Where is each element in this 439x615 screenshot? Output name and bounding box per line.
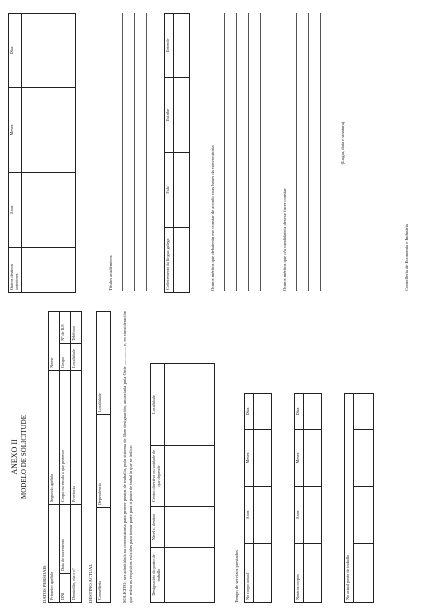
degrees-line-1[interactable] [122, 13, 123, 291]
department-footer: Consellería de Economía e Industria [404, 224, 409, 291]
write-header: Escribe [165, 78, 174, 153]
prev-days-header: Días [9, 14, 22, 88]
first-surname-field[interactable]: Primeiro apelido [49, 505, 60, 603]
base-merits-line-2[interactable] [236, 13, 237, 291]
service-time-heading: Tempo de servizos prestados [234, 550, 239, 603]
galician-label: Coñecemento da lingua galega [165, 228, 174, 293]
candidate-merits-line-2[interactable] [308, 13, 309, 291]
degrees-line-3[interactable] [146, 13, 147, 291]
prev-months-cell[interactable] [21, 88, 75, 173]
dependency-field[interactable]: Dependencia [97, 415, 111, 508]
current-corps-label: No corpo actual [245, 544, 254, 603]
birth-date-field[interactable]: Data de nacemento [60, 505, 71, 574]
current-job-months-cell[interactable] [354, 430, 374, 487]
base-merits-heading: Outros méritos que debaterán ese constar de acordo coas bases da convocatoria [210, 145, 215, 291]
rp-number-field[interactable]: Nº de R.P. [60, 312, 71, 344]
place-date-signature: (Lugar, data e sinatura) [340, 121, 345, 165]
directorate-cell[interactable] [165, 446, 215, 507]
prev-months-header: Meses [9, 88, 22, 173]
months-header: Meses [245, 430, 254, 487]
speak-header: Fala [165, 153, 174, 228]
other-corps-spacer [304, 544, 322, 603]
write-cell[interactable] [174, 78, 190, 153]
locality-field[interactable]: Localidade [71, 343, 82, 370]
candidate-merits-heading: Outros méritos que o/a candidato/a desexe facer constar [282, 188, 287, 291]
candidate-merits-line-1[interactable] [296, 13, 297, 291]
current-corps-spacer [254, 544, 272, 603]
post-table [150, 363, 215, 603]
name-field[interactable]: Nome [49, 312, 60, 371]
current-job-table [344, 393, 374, 603]
other-corps-months-cell[interactable] [304, 430, 322, 487]
directorate-header: Centro directivo ou unidade de que depende [151, 446, 165, 507]
annex-title: ANEXO II [10, 439, 19, 475]
second-surname-field[interactable]: Segundo apelido [49, 370, 60, 504]
understand-header: Entende [165, 14, 174, 78]
galician-spacer [174, 228, 190, 293]
prev-days-cell[interactable] [21, 14, 75, 88]
other-corps-days-cell[interactable] [304, 394, 322, 430]
degrees-line-2[interactable] [134, 13, 135, 291]
speak-cell[interactable] [174, 153, 190, 228]
other-months-header: Meses [295, 430, 304, 487]
personal-data-table [48, 311, 82, 603]
level-cell[interactable] [165, 507, 215, 548]
post-locality-field[interactable]: Localidade [97, 312, 111, 415]
form-right-page [4, 8, 435, 293]
other-years-header: Anos [295, 487, 304, 544]
base-merits-line-4[interactable] [260, 13, 261, 291]
form-title: MODELO DE SOLICITUDE [20, 415, 28, 499]
address-field[interactable]: Domicilio, rúa e nº [71, 505, 82, 603]
days-header: Días [245, 394, 254, 430]
previous-posts-label: Outros destinos anteriores [9, 248, 22, 293]
post-designation-cell[interactable] [165, 548, 215, 603]
request-paragraph: SOLICITO: ser admitido/a na convocatoria para prover postos de traballo, polo sistema de libre designación, anunciada pola Orde ................ e, en consideración que reúno os requisitos exixidos para tomar parte para o posto de traballo que se indica: [122, 311, 134, 603]
service-current-corps-table [244, 393, 272, 603]
phone-field[interactable]: Teléfono [71, 312, 82, 344]
post-locality-header: Localidade [151, 364, 165, 446]
current-corps-years-cell[interactable] [254, 487, 272, 544]
post-designation-header: Designación do posto de traballo [151, 548, 165, 603]
current-post-table [96, 311, 111, 603]
other-corps-years-cell[interactable] [304, 487, 322, 544]
group-field[interactable]: Grupo [60, 343, 71, 370]
level-header: Nivel c. destino [151, 507, 165, 548]
current-job-label: No actual posto de traballo [345, 394, 354, 603]
other-corps-label: Noutros corpos [295, 544, 304, 603]
base-merits-line-1[interactable] [224, 13, 225, 291]
personal-data-heading: DATOS PERSOAIS [42, 565, 47, 603]
department-field[interactable]: Consellería [97, 508, 111, 603]
galician-language-table [164, 13, 190, 293]
current-corps-days-cell[interactable] [254, 394, 272, 430]
previous-posts-table [8, 13, 76, 293]
form-left-page [4, 307, 435, 607]
current-corps-months-cell[interactable] [254, 430, 272, 487]
current-job-days-cell[interactable] [354, 394, 374, 430]
prev-years-header: Anos [9, 173, 22, 248]
current-post-heading: DESTINO ACTUAL [88, 563, 93, 603]
understand-cell[interactable] [174, 14, 190, 78]
corps-field[interactable]: Corpo ou escala a que pertence [60, 370, 71, 504]
current-job-years-cell[interactable] [354, 487, 374, 544]
prev-spacer [21, 248, 75, 293]
post-locality-cell[interactable] [165, 364, 215, 446]
candidate-merits-line-3[interactable] [320, 13, 321, 291]
years-header: Anos [245, 487, 254, 544]
province-field[interactable]: Provincia [71, 370, 82, 504]
dni-field[interactable]: DNI [60, 574, 71, 603]
other-days-header: Días [295, 394, 304, 430]
base-merits-line-3[interactable] [248, 13, 249, 291]
current-job-spacer [354, 544, 374, 603]
service-other-corps-table [294, 393, 322, 603]
prev-years-cell[interactable] [21, 173, 75, 248]
degrees-heading: Títulos académicos [108, 255, 113, 291]
